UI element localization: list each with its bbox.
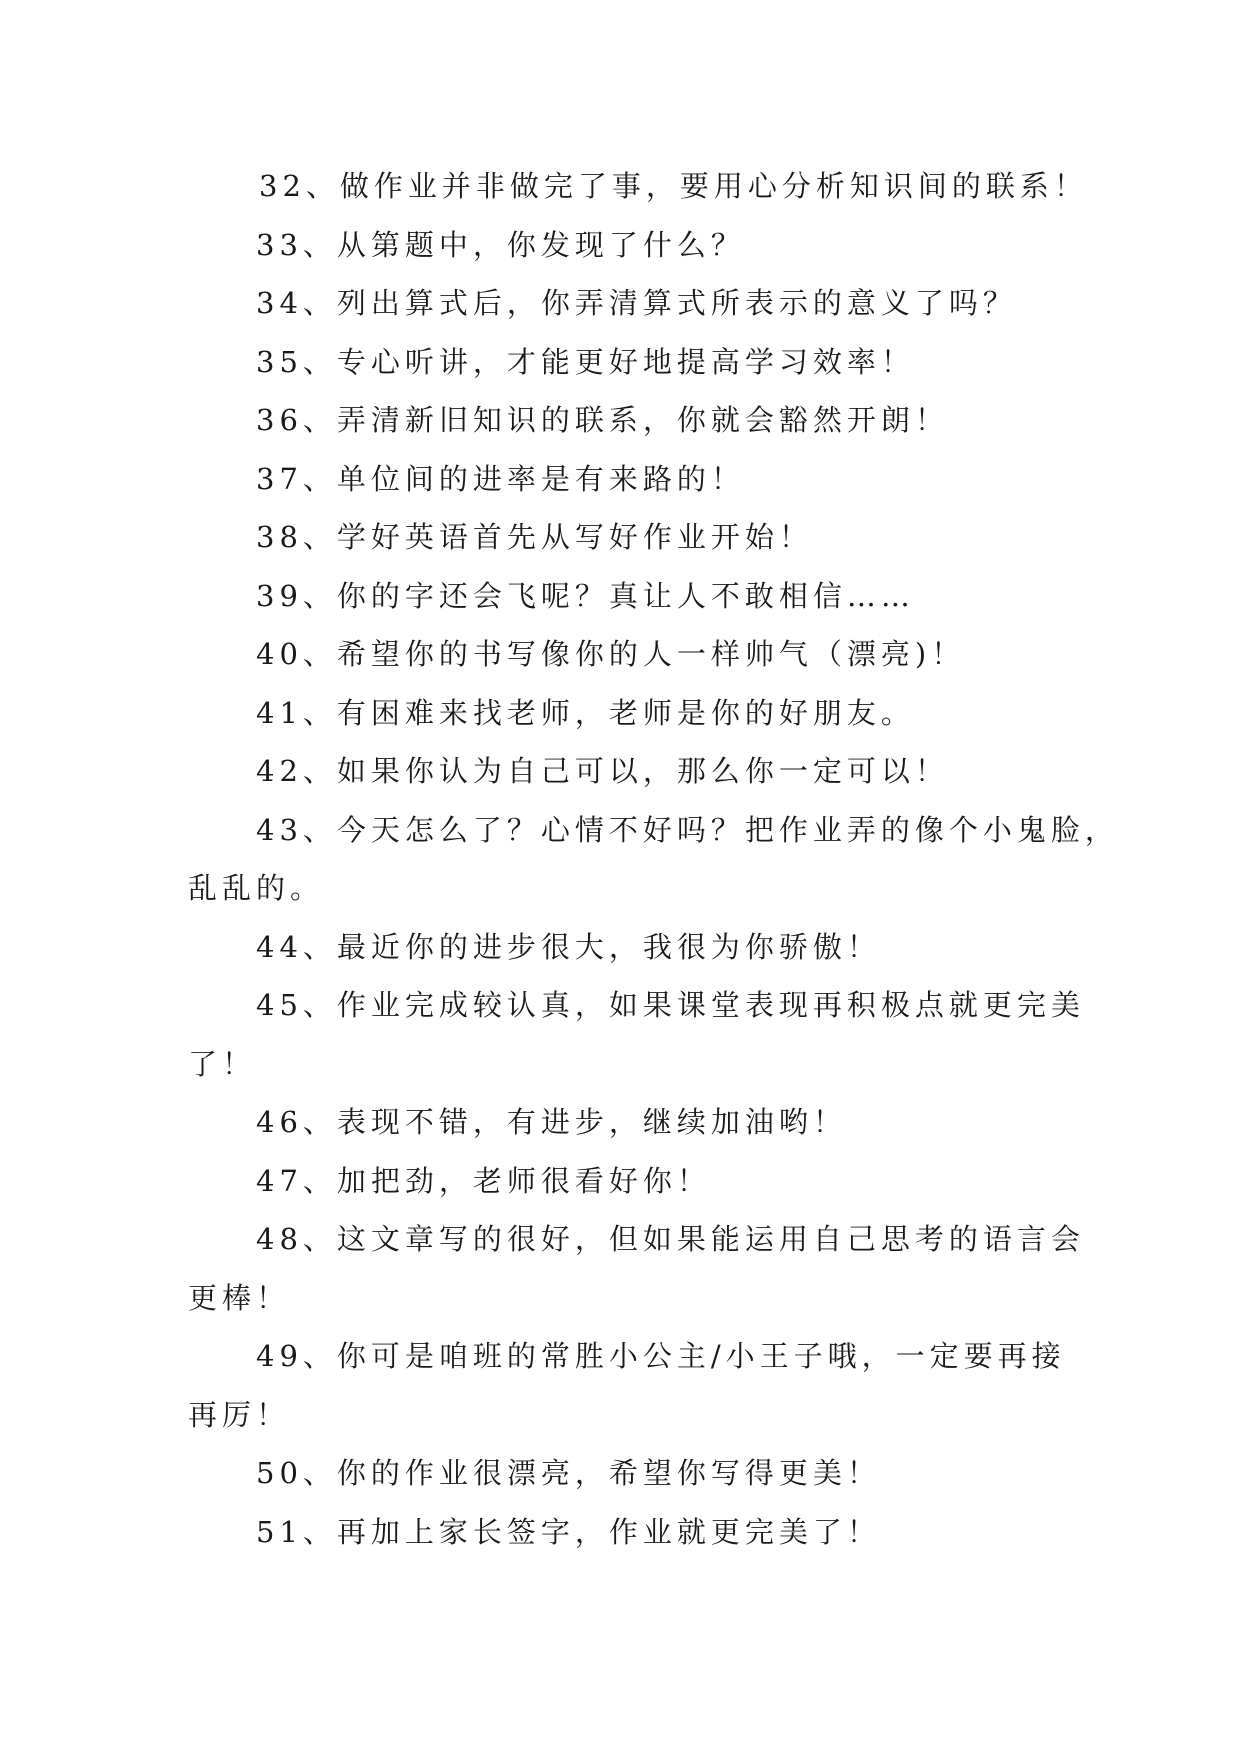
- comment-line-38: 38、学好英语首先从写好作业开始！: [256, 520, 813, 554]
- comment-line-44: 44、最近你的进步很大，我很为你骄傲！: [256, 929, 881, 964]
- comment-line-45: 45、作业完成较认真，如果课堂表现再积极点就更完美: [256, 988, 1085, 1022]
- comment-line-33: 33、从第题中，你发现了什么？: [256, 227, 745, 262]
- comment-line-36: 36、弄清新旧知识的联系，你就会豁然开朗！: [256, 403, 949, 437]
- comment-line-32: 32、做作业并非做完了事，要用心分析知识间的联系！: [259, 169, 1088, 203]
- comment-line-45-continued: 了！: [188, 1046, 257, 1081]
- comment-line-47: 47、加把劲，老师很看好你！: [256, 1163, 711, 1198]
- comment-line-48: 48、这文章写的很好，但如果能运用自己思考的语言会: [256, 1222, 1085, 1256]
- comment-line-49: 49、你可是咱班的常胜小公主/小王子哦，一定要再接: [256, 1339, 1066, 1373]
- comment-line-35: 35、专心听讲，才能更好地提高学习效率！: [256, 344, 915, 379]
- document-body: [188, 157, 1119, 1561]
- comment-line-34: 34、列出算式后，你弄清算式所表示的意义了吗？: [256, 286, 1017, 320]
- comment-line-40: 40、希望你的书写像你的人一样帅气（漂亮)！: [256, 637, 966, 671]
- comment-line-51: 51、再加上家长签字，作业就更完美了！: [256, 1514, 881, 1549]
- comment-line-46: 46、表现不错，有进步，继续加油哟！: [256, 1105, 847, 1139]
- comment-line-43: 43、今天怎么了？心情不好吗？把作业弄的像个小鬼脸，: [256, 812, 1119, 847]
- comment-line-41: 41、有困难来找老师，老师是你的好朋友。: [256, 695, 915, 730]
- comment-line-37: 37、单位间的进率是有来路的！: [256, 461, 745, 496]
- comment-line-50: 50、你的作业很漂亮，希望你写得更美！: [256, 1456, 881, 1490]
- comment-line-49-continued: 再厉！: [188, 1397, 291, 1432]
- comment-line-42: 42、如果你认为自己可以，那么你一定可以！: [256, 754, 949, 788]
- comment-line-48-continued: 更棒！: [188, 1280, 291, 1315]
- comment-line-39: 39、你的字还会飞呢？真让人不敢相信……: [256, 578, 915, 613]
- comment-line-43-continued: 乱乱的。: [188, 871, 325, 905]
